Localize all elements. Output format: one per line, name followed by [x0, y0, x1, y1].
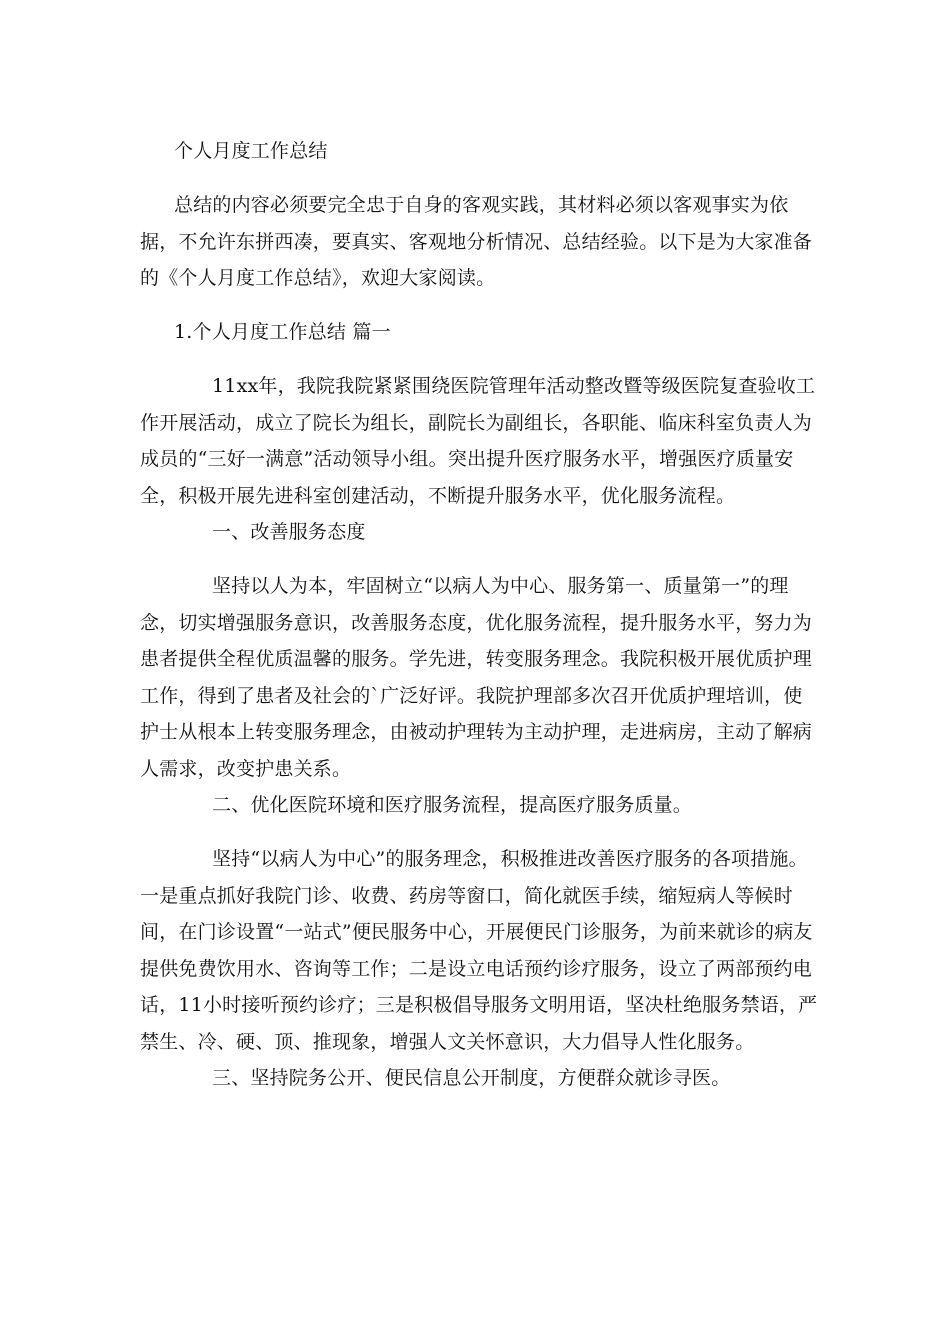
subheading-optimize-environment: 二、优化医院环境和医疗服务流程，提高医疗服务质量。	[212, 794, 693, 816]
document-title: 个人月度工作总结	[174, 140, 328, 162]
section-heading-1: 1.个人月度工作总结 篇一	[174, 321, 391, 343]
intro-paragraph: 总结的内容必须要完全忠于自身的客观实践，其材料必须以客观事实为依据，不允许东拼西凑，要真实、客观地分析情况、总结经验。以下是为大家准备的《个人月度工作总结》，欢迎大家阅读。	[140, 194, 813, 289]
body-paragraph-3: 坚持“以病人为中心”的服务理念，积极推进改善医疗服务的各项措施。一是重点抓好我院门诊、收费、药房等窗口，简化就医手续，缩短病人等候时间，在门诊设置“一站式”便民服务中心，开展便民门诊服务，为前来就诊的病友提供免费饮用水、咨询等工作；二是设立电话预约诊疗服务，设立了两部预约电话，11小时接听预约诊疗；三是积极倡导服务文明用语，坚决杜绝服务禁语，严禁生、冷、硬、顶、推现象，增强人文关怀意识，大力倡导人性化服务。	[140, 848, 818, 1053]
body-paragraph-2: 坚持以人为本，牢固树立“以病人为中心、服务第一、质量第一”的理念，切实增强服务意识，改善服务态度，优化服务流程，提升服务水平，努力为患者提供全程优质温馨的服务。学先进，转变服务理念。我院积极开展优质护理工作，得到了患者及社会的`广泛好评。我院护理部多次召开优质护理培训，使护士从根本上转变服务理念，由被动护理转为主动护理，走进病房，主动了解病人需求，改变护患关系。	[140, 575, 813, 780]
subheading-open-affairs: 三、坚持院务公开、便民信息公开制度，方便群众就诊寻医。	[212, 1067, 731, 1089]
body-paragraph-1: 11xx年，我院我院紧紧围绕医院管理年活动整改暨等级医院复查验收工作开展活动，成立了院长为组长，副院长为副组长，各职能、临床科室负责人为成员的“三好一满意”活动领导小组。突出提升医疗服务水平，增强医疗质量安全，积极开展先进科室创建活动，不断提升服务水平，优化服务流程。	[140, 375, 816, 507]
subheading-improve-service: 一、改善服务态度	[212, 521, 366, 543]
